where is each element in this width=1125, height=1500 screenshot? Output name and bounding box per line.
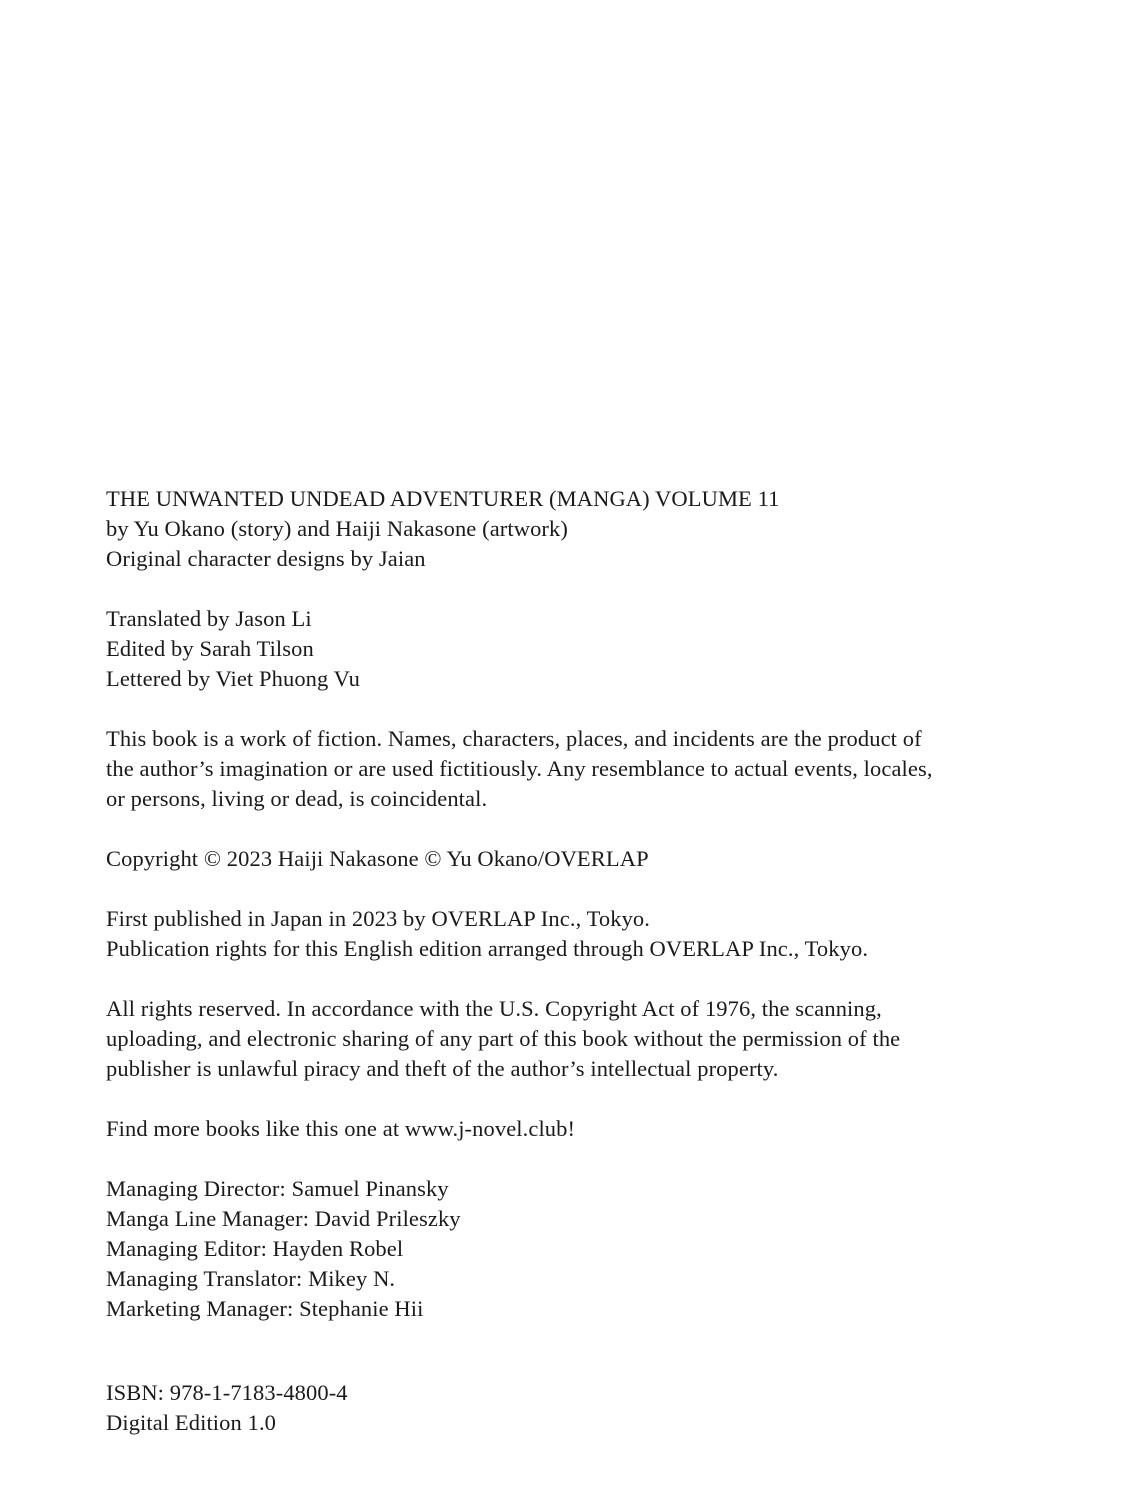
rights-line: uploading, and electronic sharing of any part of this book without the permission of the: [106, 1026, 901, 1051]
rights-line: publisher is unlawful piracy and theft of the author’s intellectual property.: [106, 1056, 779, 1081]
author-credit: by Yu Okano (story) and Haiji Nakasone (artwork): [106, 516, 568, 541]
book-title: THE UNWANTED UNDEAD ADVENTURER (MANGA) VOLUME 11: [106, 486, 780, 511]
publication-line: First published in Japan in 2023 by OVERLAP Inc., Tokyo.: [106, 906, 651, 931]
staff-marketing-manager: Marketing Manager: Stephanie Hii: [106, 1296, 424, 1321]
copyright-text: [106, 484, 1066, 1438]
publication-info: [106, 904, 1066, 964]
copyright-line: Copyright © 2023 Haiji Nakasone © Yu Okano/OVERLAP: [106, 846, 649, 871]
website-promo: [106, 1114, 1066, 1144]
letterer-credit: Lettered by Viet Phuong Vu: [106, 666, 361, 691]
disclaimer-line: or persons, living or dead, is coincidental.: [106, 786, 488, 811]
staff-managing-translator: Managing Translator: Mikey N.: [106, 1266, 396, 1291]
title-block: [106, 484, 1066, 574]
editor-credit: Edited by Sarah Tilson: [106, 636, 314, 661]
disclaimer-line: This book is a work of fiction. Names, characters, places, and incidents are the product of: [106, 726, 922, 751]
rights-notice: [106, 994, 1066, 1084]
staff-list: [106, 1174, 1066, 1324]
character-design-credit: Original character designs by Jaian: [106, 546, 426, 571]
staff-managing-director: Managing Director: Samuel Pinansky: [106, 1176, 449, 1201]
production-credits: [106, 604, 1066, 694]
staff-manga-line-manager: Manga Line Manager: David Prileszky: [106, 1206, 461, 1231]
disclaimer-line: the author’s imagination or are used fictitiously. Any resemblance to actual events, locales,: [106, 756, 933, 781]
rights-line: All rights reserved. In accordance with the U.S. Copyright Act of 1976, the scanning,: [106, 996, 882, 1021]
website-line: Find more books like this one at www.j-novel.club!: [106, 1116, 576, 1141]
isbn: ISBN: 978-1-7183-4800-4: [106, 1380, 348, 1405]
digital-edition: Digital Edition 1.0: [106, 1410, 277, 1435]
publication-line: Publication rights for this English edition arranged through OVERLAP Inc., Tokyo.: [106, 936, 869, 961]
fiction-disclaimer: [106, 724, 1066, 814]
copyright-notice: [106, 844, 1066, 874]
staff-managing-editor: Managing Editor: Hayden Robel: [106, 1236, 404, 1261]
translator-credit: Translated by Jason Li: [106, 606, 312, 631]
edition-info: [106, 1378, 1066, 1438]
